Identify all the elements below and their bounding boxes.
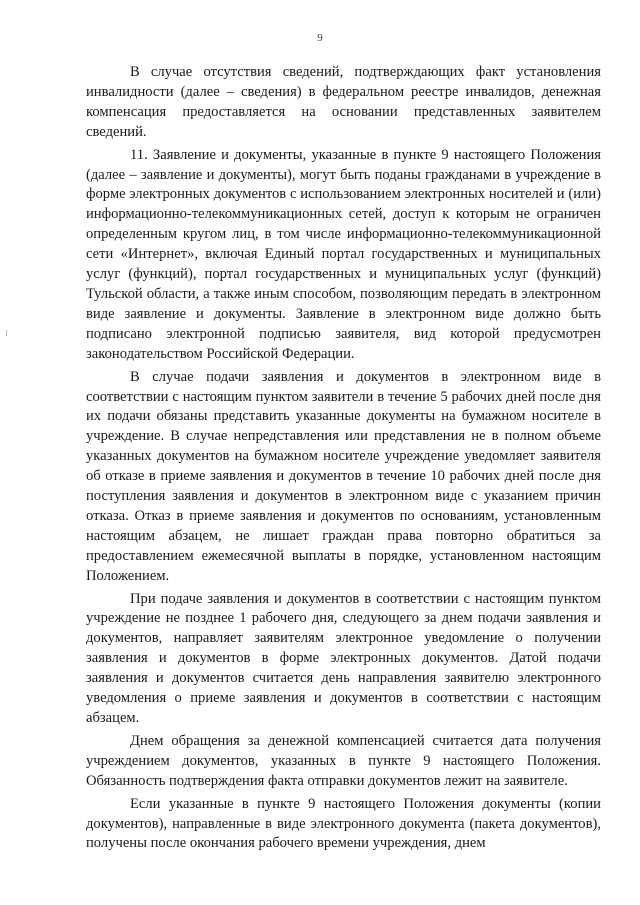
paragraph-notification: При подаче заявления и документов в соответствии с настоящим пунктом учреждение не позднее 1 рабочего дня, следующего за днем подачи заявления и документов, направляет заявителям электронное уведомление о получении заявления и документов в форме электронных документов. Датой подачи заявления и документов считается день направления заявителю электронного уведомления о приеме заявления и документов в соответствии с настоящим абзацем. [86,590,601,726]
paragraph-after-hours: Если указанные в пункте 9 настоящего Положения документы (копии документов), направленные в виде электронного документа (пакета документов), получены после окончания рабочего времени учреждения, днем [86,795,601,852]
document-body [86,63,601,856]
paragraph-disability-info: В случае отсутствия сведений, подтверждающих факт установления инвалидности (далее – сведения) в федеральном реестре инвалидов, денежная компенсация предоставляется на основании представленных заявителем сведений. [86,64,601,140]
scan-artifact [6,330,7,336]
paragraph-electronic-submission: В случае подачи заявления и документов в электронном виде в соответствии с настоящим пунктом заявители в течение 5 рабочих дней после дня их подачи обязаны представить указанные документы на бумажном носителе в учреждение. В случае непредставления или представления не в полном объеме указанных документов на бумажном носителе учреждение уведомляет заявителя об отказе в приеме заявления и документов в течение 10 рабочих дней после дня поступления заявления и документов в электронном виде с указанием причин отказа. Отказ в приеме заявления и документов по основаниям, установленным настоящим абзацем, не лишает граждан права повторно обратиться за предоставлением ежемесячной выплаты в порядке, установленном настоящим Положением. [86,368,601,584]
paragraph-application-date: Днем обращения за денежной компенсацией считается дата получения учреждением документов, указанных в пункте 9 настоящего Положения. Обязанность подтверждения факта отправки документов лежит на заявителе. [86,732,601,789]
paragraph-clause-11: 11. Заявление и документы, указанные в пункте 9 настоящего Положения (далее – заявление и документы), могут быть поданы гражданами в учреждение в форме электронных документов с использованием электронных носителей и (или) информационно-телекоммуникационных сетей, доступ к которым не ограничен определенным кругом лиц, в том числе информационно-телекоммуникационной сети «Интернет», включая Единый портал государственных и муниципальных услуг (функций), портал государственных и муниципальных услуг (функций) Тульской области, а также иным способом, позволяющим передать в электронном виде заявление и документы. Заявление в электронном виде должно быть подписано электронной подписью заявителя, вид которой предусмотрен законодательством Российской Федерации. [86,146,601,362]
page-number: 9 [317,32,323,44]
